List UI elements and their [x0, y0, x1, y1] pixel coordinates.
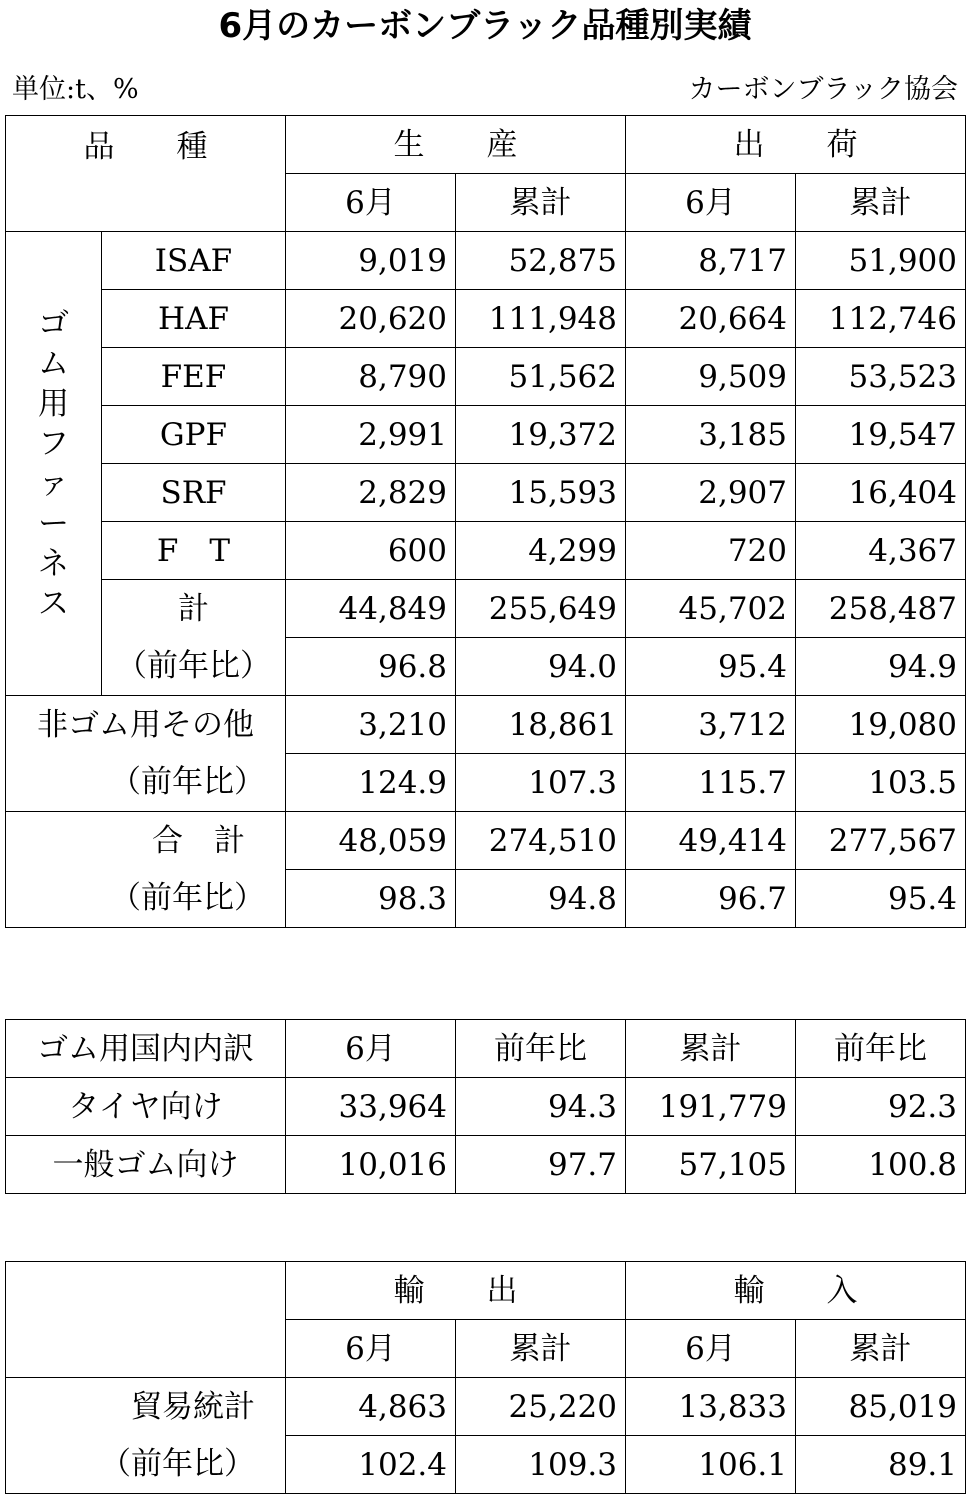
domestic-header: 6月 [286, 1020, 456, 1078]
cell: 2,991 [286, 406, 456, 464]
cell: 94.9 [796, 638, 966, 696]
cell: 115.7 [626, 754, 796, 812]
cell: 97.7 [456, 1136, 626, 1194]
row-label: （前年比） [6, 870, 286, 928]
cell: 600 [286, 522, 456, 580]
table-row [6, 464, 966, 522]
table-row [6, 754, 966, 812]
cell: 49,414 [626, 812, 796, 870]
row-label: （前年比） [6, 754, 286, 812]
header-item: 品 種 [6, 116, 286, 232]
cell: 96.7 [626, 870, 796, 928]
row-label: （前年比） [102, 638, 286, 696]
row-label: GPF [102, 406, 286, 464]
domestic-header: 前年比 [456, 1020, 626, 1078]
table-row [6, 1436, 966, 1494]
cell: 15,593 [456, 464, 626, 522]
cell: 9,509 [626, 348, 796, 406]
cell: 48,059 [286, 812, 456, 870]
subheader-month: 6月 [286, 174, 456, 232]
row-label: 合 計 [6, 812, 286, 870]
cell: 8,790 [286, 348, 456, 406]
cell: 2,829 [286, 464, 456, 522]
row-label: HAF [102, 290, 286, 348]
table-row [6, 812, 966, 870]
cell: 94.0 [456, 638, 626, 696]
cell: 4,299 [456, 522, 626, 580]
domestic-header: 累計 [626, 1020, 796, 1078]
cell: 107.3 [456, 754, 626, 812]
trade-header-blank [6, 1262, 286, 1378]
subheader-month: 6月 [626, 174, 796, 232]
cell: 258,487 [796, 580, 966, 638]
table-row [6, 290, 966, 348]
cell: 9,019 [286, 232, 456, 290]
page-title: 6月のカーボンブラック品種別実績 [218, 6, 752, 46]
row-label: 計 [102, 580, 286, 638]
subheader-month: 6月 [286, 1320, 456, 1378]
header-shipment: 出 荷 [626, 116, 966, 174]
cell: 4,367 [796, 522, 966, 580]
table-row [6, 1136, 966, 1194]
cell: 191,779 [626, 1078, 796, 1136]
unit-label: 単位:t、% [12, 74, 139, 105]
cell: 16,404 [796, 464, 966, 522]
cell: 96.8 [286, 638, 456, 696]
table-row [6, 348, 966, 406]
subheader-cumulative: 累計 [796, 1320, 966, 1378]
cell: 94.3 [456, 1078, 626, 1136]
cell: 111,948 [456, 290, 626, 348]
trade-table [5, 1261, 966, 1494]
cell: 720 [626, 522, 796, 580]
row-label: SRF [102, 464, 286, 522]
table-row [6, 406, 966, 464]
header-export: 輸 出 [286, 1262, 626, 1320]
cell: 20,664 [626, 290, 796, 348]
table-row [6, 638, 966, 696]
row-label: FEF [102, 348, 286, 406]
table-row [6, 580, 966, 638]
cell: 18,861 [456, 696, 626, 754]
table-row [6, 696, 966, 754]
cell: 8,717 [626, 232, 796, 290]
cell: 52,875 [456, 232, 626, 290]
row-label: 非ゴム用その他 [6, 696, 286, 754]
row-label: ISAF [102, 232, 286, 290]
header-production: 生 産 [286, 116, 626, 174]
row-label: 一般ゴム向け [6, 1136, 286, 1194]
cell: 103.5 [796, 754, 966, 812]
cell: 2,907 [626, 464, 796, 522]
cell: 85,019 [796, 1378, 966, 1436]
cell: 95.4 [626, 638, 796, 696]
subheader-cumulative: 累計 [456, 174, 626, 232]
cell: 102.4 [286, 1436, 456, 1494]
header-import: 輸 入 [626, 1262, 966, 1320]
row-label: F T [102, 522, 286, 580]
cell: 20,620 [286, 290, 456, 348]
cell: 51,562 [456, 348, 626, 406]
domestic-table [5, 1019, 966, 1194]
cell: 3,210 [286, 696, 456, 754]
cell: 19,372 [456, 406, 626, 464]
cell: 100.8 [796, 1136, 966, 1194]
row-label: （前年比） [6, 1436, 286, 1494]
cell: 44,849 [286, 580, 456, 638]
source-label: カーボンブラック協会 [688, 74, 958, 105]
table-row [6, 1078, 966, 1136]
cell: 19,080 [796, 696, 966, 754]
cell: 124.9 [286, 754, 456, 812]
cell: 53,523 [796, 348, 966, 406]
cell: 112,746 [796, 290, 966, 348]
domestic-header: ゴム用国内内訳 [6, 1020, 286, 1078]
cell: 25,220 [456, 1378, 626, 1436]
cell: 255,649 [456, 580, 626, 638]
main-table [5, 115, 966, 928]
cell: 4,863 [286, 1378, 456, 1436]
cell: 33,964 [286, 1078, 456, 1136]
table-row [6, 522, 966, 580]
cell: 277,567 [796, 812, 966, 870]
cell: 19,547 [796, 406, 966, 464]
cell: 94.8 [456, 870, 626, 928]
table-row [6, 1378, 966, 1436]
cell: 3,185 [626, 406, 796, 464]
cell: 106.1 [626, 1436, 796, 1494]
cell: 274,510 [456, 812, 626, 870]
group-label [6, 232, 102, 696]
subheader-cumulative: 累計 [456, 1320, 626, 1378]
subheader-month: 6月 [626, 1320, 796, 1378]
table-row [6, 870, 966, 928]
domestic-header: 前年比 [796, 1020, 966, 1078]
cell: 98.3 [286, 870, 456, 928]
cell: 3,712 [626, 696, 796, 754]
subheader-cumulative: 累計 [796, 174, 966, 232]
cell: 109.3 [456, 1436, 626, 1494]
row-label: 貿易統計 [6, 1378, 286, 1436]
cell: 45,702 [626, 580, 796, 638]
cell: 57,105 [626, 1136, 796, 1194]
cell: 10,016 [286, 1136, 456, 1194]
table-row [6, 232, 966, 290]
cell: 92.3 [796, 1078, 966, 1136]
cell: 13,833 [626, 1378, 796, 1436]
cell: 89.1 [796, 1436, 966, 1494]
cell: 95.4 [796, 870, 966, 928]
cell: 51,900 [796, 232, 966, 290]
row-label: タイヤ向け [6, 1078, 286, 1136]
group-label-text: ゴム用ファーネス [38, 305, 69, 622]
